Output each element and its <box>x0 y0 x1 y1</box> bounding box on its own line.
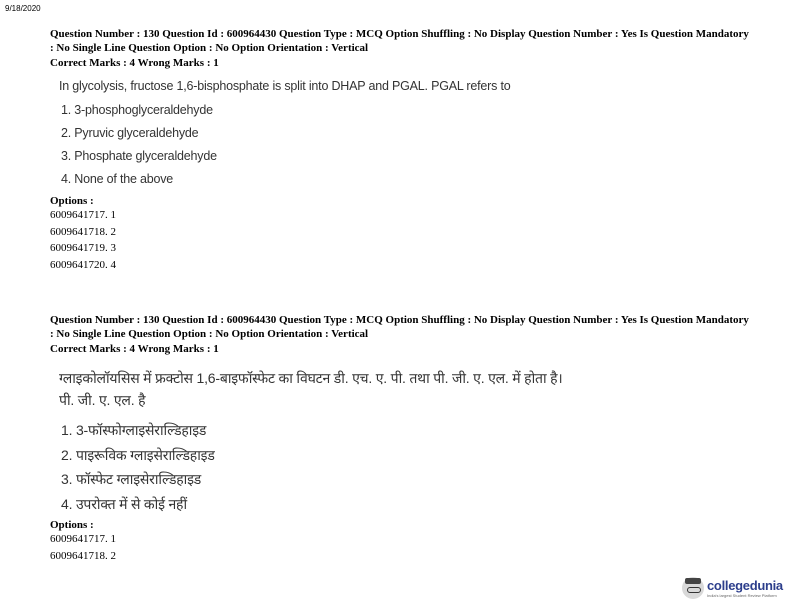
choice-list <box>61 103 750 195</box>
option-id-row: 6009641717. 1 <box>50 533 116 545</box>
logo-name: collegedunia <box>707 578 783 593</box>
question-meta: Question Number : 130 Question Id : 600964430 Question Type : MCQ Option Shuffling : No Display Question Number : Yes Is Question Mandatory : No Single Line Question Option : No Option Orientation : Vertical <box>50 28 749 54</box>
print-date: 9/18/2020 <box>5 4 41 13</box>
question-block-hindi <box>50 314 750 564</box>
question-meta: Question Number : 130 Question Id : 600964430 Question Type : MCQ Option Shuffling : No Display Question Number : Yes Is Question Mandatory : No Single Line Question Option : No Option Orientation : Vertical <box>50 314 749 340</box>
choice-item: 2. पाइरूविक ग्लाइसेराल्डिहाइड <box>61 446 215 463</box>
options-label: Options : <box>50 195 94 207</box>
choice-list <box>61 421 750 519</box>
option-id-row: 6009641719. 3 <box>50 242 116 254</box>
choice-item: 3. फॉस्फेट ग्लाइसेराल्डिहाइड <box>61 471 202 487</box>
option-id-row: 6009641717. 1 <box>50 209 116 221</box>
choice-item: 4. उपरोक्त में से कोई नहीं <box>61 495 187 512</box>
logo-tagline: India's largest Student Review Platform <box>707 593 777 598</box>
collegedunia-logo <box>682 572 788 604</box>
option-id-row: 6009641718. 2 <box>50 225 116 238</box>
graduate-cap-icon <box>682 577 704 599</box>
choice-item: 1. 3-phosphoglyceraldehyde <box>61 103 213 117</box>
choice-item: 3. Phosphate glyceraldehyde <box>61 149 217 163</box>
option-id-row: 6009641720. 4 <box>50 258 116 271</box>
option-id-row: 6009641718. 2 <box>50 549 116 562</box>
question-block-english <box>50 28 750 273</box>
choice-item: 4. None of the above <box>61 172 174 186</box>
question-text: In glycolysis, fructose 1,6-bisphosphate is split into DHAP and PGAL. PGAL refers to <box>59 79 511 93</box>
question-text: ग्लाइकोलॉयसिस में फ्रक्टोस 1,6-बाइफॉस्फेट का विघटन डी. एच. ए. पी. तथा पी. जी. ए. एल. में होता है। पी. जी. ए. एल. है <box>59 370 563 408</box>
choice-item: 1. 3-फॉस्फोग्लाइसेराल्डिहाइड <box>61 422 207 438</box>
question-marks: Correct Marks : 4 Wrong Marks : 1 <box>50 57 219 69</box>
choice-item: 2. Pyruvic glyceraldehyde <box>61 126 199 140</box>
question-marks: Correct Marks : 4 Wrong Marks : 1 <box>50 343 219 355</box>
options-label: Options : <box>50 519 94 531</box>
